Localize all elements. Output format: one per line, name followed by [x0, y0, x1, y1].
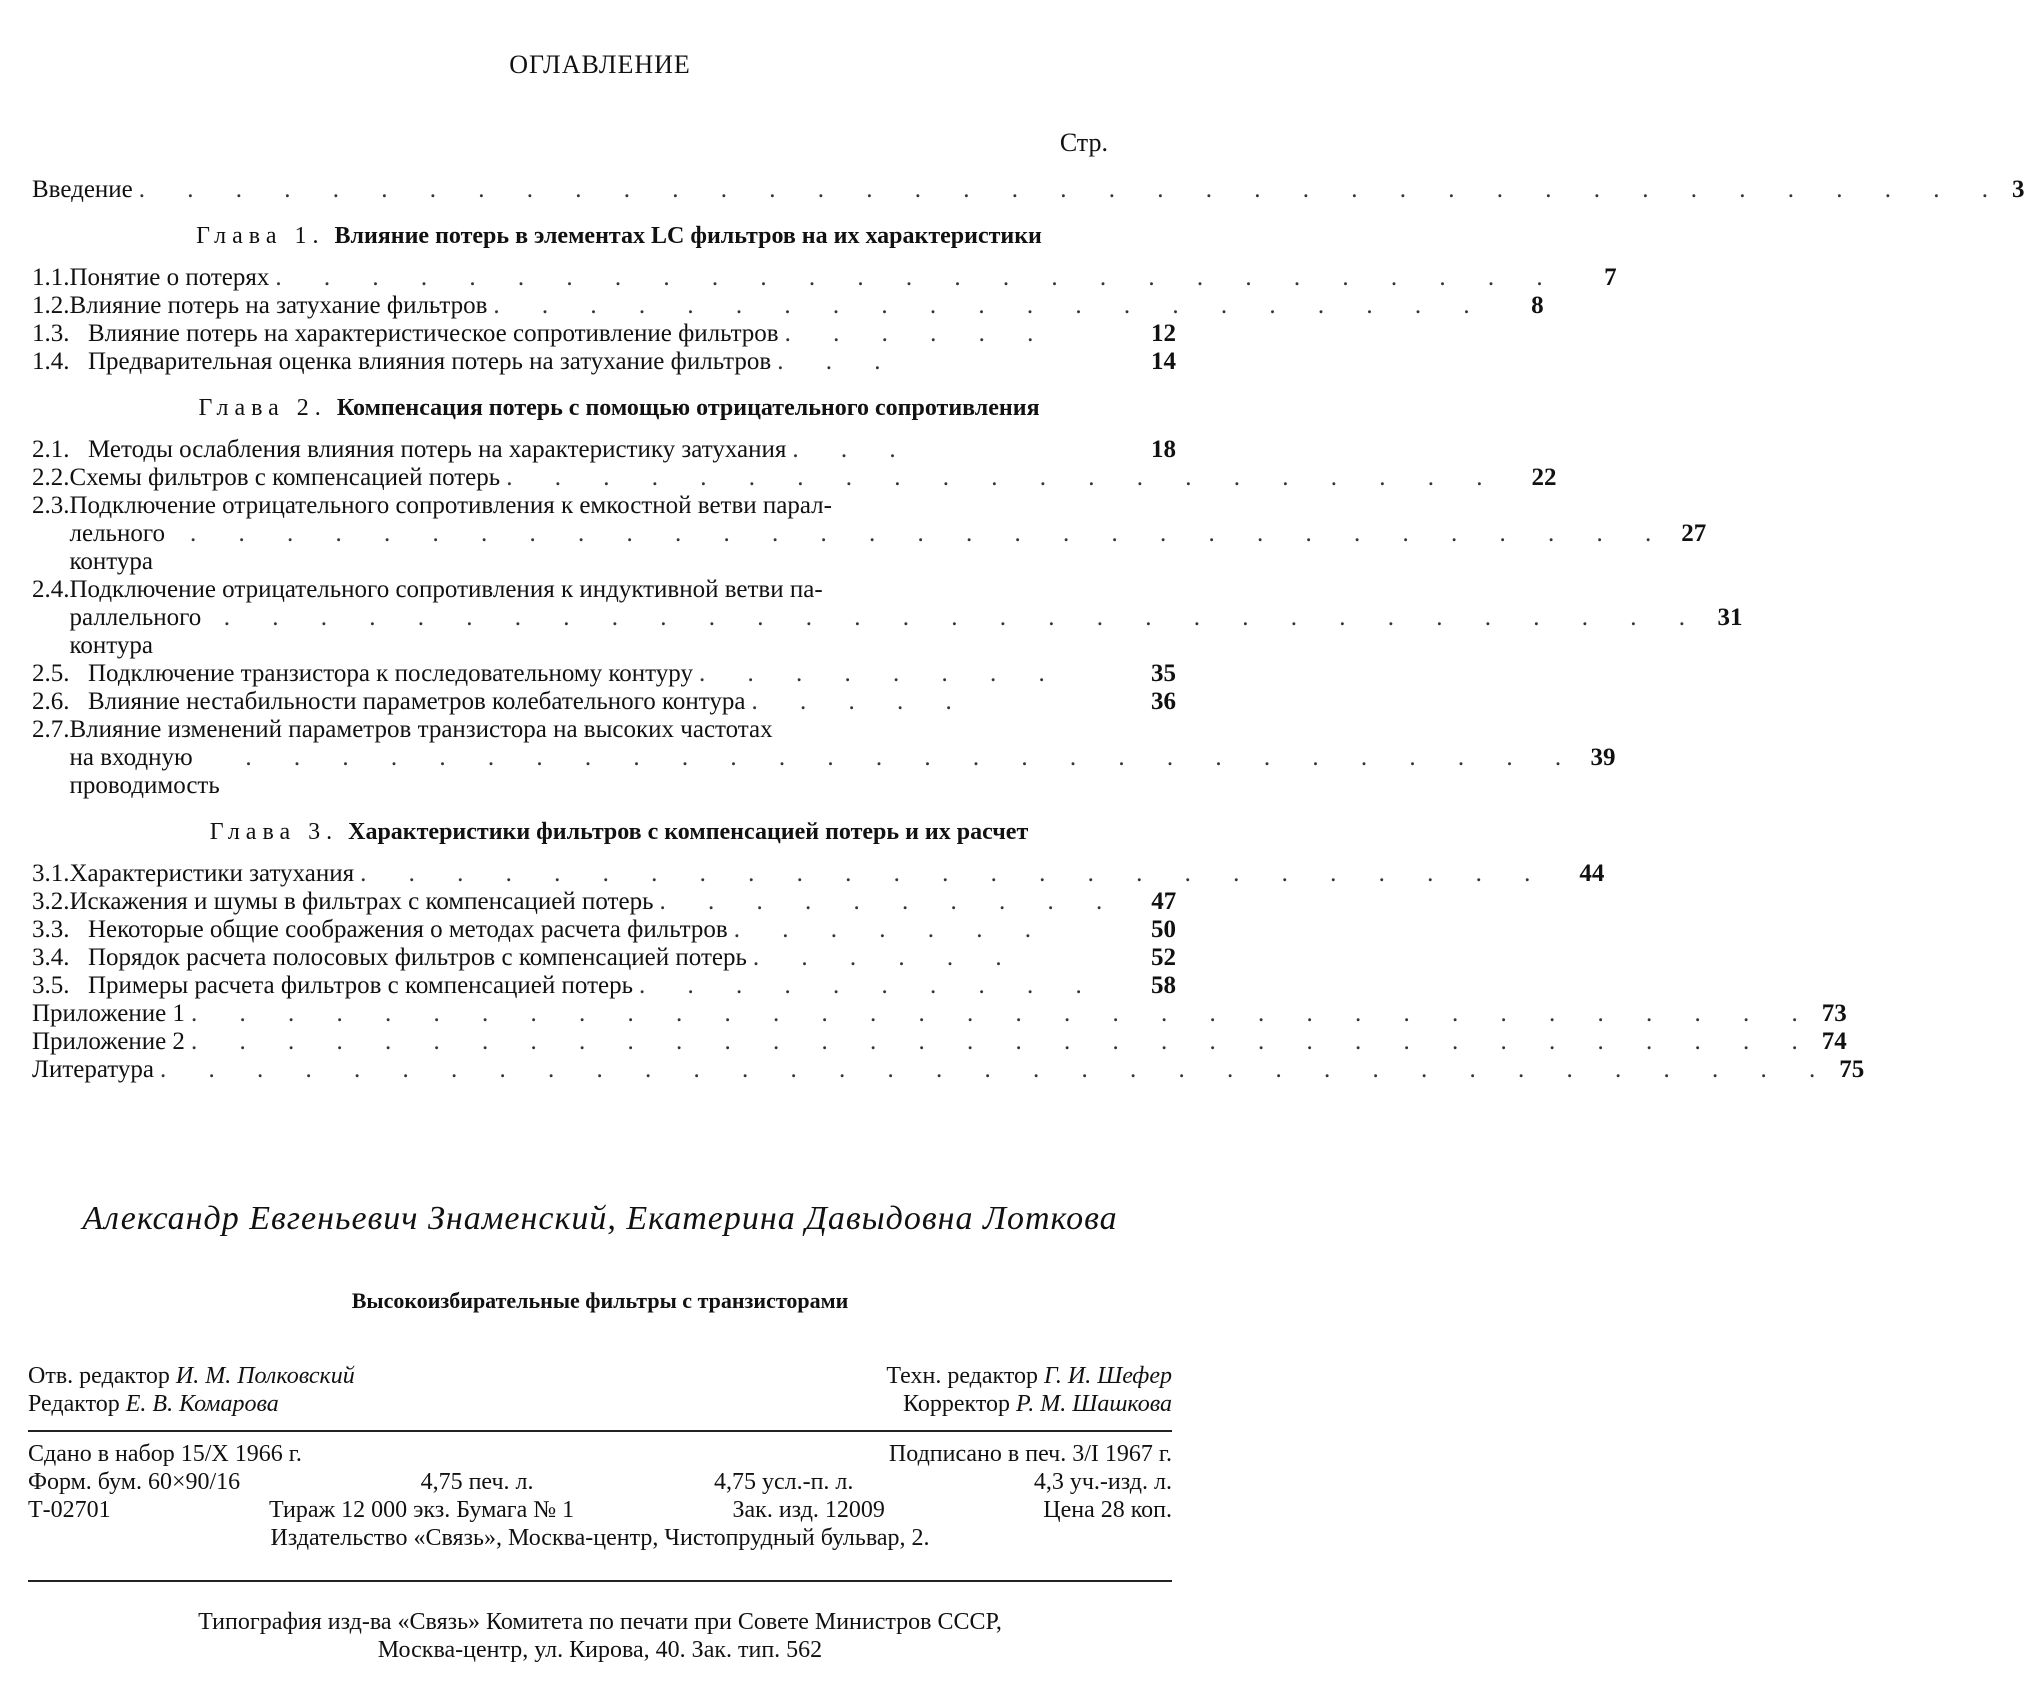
toc-entry: [32, 860, 1605, 888]
toc-page-number: 18: [1151, 436, 1176, 463]
dot-leader: . . . . . . . . . . . . . . . . . . . . . . . . . . . . . . .: [190, 520, 1670, 547]
toc-entry-number: 1.2.: [32, 292, 70, 319]
price: Цена 28 коп.: [1043, 1497, 1172, 1523]
toc-page-number: 35: [1151, 660, 1176, 687]
credit-name: Е. В. Комарова: [125, 1391, 279, 1417]
dot-leader: . . . . . . . . . . . . . . . . . . . . .: [493, 292, 1488, 319]
chapter-label: Глава 2.: [198, 395, 327, 421]
dot-leader: . . . . . . .: [733, 916, 1049, 943]
toc-entry-text: Понятие о потерях: [69, 264, 270, 291]
dot-leader: . . . . . .: [752, 944, 1020, 971]
printer-line-2: Москва-центр, ул. Кирова, 40. Зак. тип. 562: [377, 1637, 823, 1663]
toc-entry-text: Искажения и шумы в фильтрах с компенсацией потерь: [69, 888, 654, 915]
toc-entry: [32, 944, 1176, 972]
toc-entry-number: 3.5.: [32, 972, 70, 999]
toc-entry-text: Характеристики затухания: [69, 860, 355, 887]
dot-leader: . . . . . . . . . . . . . . . . . . . . . . . . . . . . . . .: [223, 604, 1704, 631]
toc-entry-text: Порядок расчета полосовых фильтров с компенсацией потерь: [88, 944, 747, 971]
toc-page-number: 73: [1821, 1000, 1847, 1027]
toc-entry-text: Методы ослабления влияния потерь на характеристику затухания: [88, 436, 787, 463]
toc-page-number: 22: [1531, 464, 1557, 491]
toc-entry: [32, 660, 1176, 688]
toc-entry-number: 3.3.: [32, 916, 70, 943]
toc-page-number: 50: [1151, 916, 1176, 943]
toc-entry-number: 3.1.: [32, 860, 70, 887]
divider: [28, 1580, 1172, 1582]
toc-entry-label: Введение: [32, 176, 133, 203]
page-column-label: Стр.: [1059, 128, 1108, 157]
toc-entry: [32, 972, 1176, 1000]
dot-leader: . . . . . . . . . . . . . . . . . . . . . . . . . . . . . . . . . .: [190, 1000, 1816, 1027]
dot-leader: . . . . . . . . . . . . . . . . . . . . . . . . . . . . . . . . . . .: [160, 1056, 1834, 1083]
table-of-contents: [32, 176, 2025, 1084]
toc-entry-label: Приложение 1: [32, 1000, 185, 1027]
dot-leader: . . .: [777, 348, 899, 375]
toc-page-number: 75: [1839, 1056, 1865, 1083]
toc-entry-number: 1.4.: [32, 348, 70, 375]
toc-entry: [32, 688, 1176, 716]
printer-info: [28, 1608, 1172, 1664]
chapter-title: Влияние потерь в элементах LC фильтров на их характеристики: [334, 223, 1042, 249]
toc-entry-number: 2.1.: [32, 436, 70, 463]
toc-entry-number: 2.6.: [32, 688, 70, 715]
toc-entry: [32, 320, 1176, 348]
credit-name: Г. И. Шефер: [1044, 1363, 1172, 1389]
toc-page-number: 52: [1151, 944, 1176, 971]
paper-format: Форм. бум. 60×90/16: [28, 1469, 241, 1495]
chapter-title: Характеристики фильтров с компенсацией потерь и их расчет: [348, 819, 1029, 845]
toc-entry: [32, 436, 1176, 464]
toc-entry-number: 2.2.: [32, 464, 70, 491]
tech-editor: [886, 1362, 1172, 1390]
publisher-address: Издательство «Связь», Москва-центр, Чистопрудный бульвар, 2.: [270, 1525, 930, 1551]
book-title: Высокоизбирательные фильтры с транзисторами: [351, 1288, 849, 1313]
cond-sheets: 4,75 усл.-п. л.: [713, 1469, 854, 1495]
toc-entry-text: Влияние нестабильности параметров колебательного контура: [88, 688, 746, 715]
toc-entry-text: Влияние потерь на затухание фильтров: [69, 292, 488, 319]
toc-entry-intro: [32, 176, 2025, 204]
chapter-heading-3: [152, 818, 1086, 846]
toc-entry-text: Предварительная оценка влияния потерь на затухание фильтров: [88, 348, 772, 375]
chapter-label: Глава 1.: [196, 223, 325, 249]
toc-page-number: 39: [1590, 744, 1616, 771]
toc-entry-text: Примеры расчета фильтров с компенсацией потерь: [88, 972, 633, 999]
toc-entry-text: Подключение транзистора к последовательному контуру: [88, 660, 693, 687]
dot-leader: . . . . . . . .: [698, 660, 1063, 687]
toc-page-number: 12: [1151, 320, 1176, 347]
credit-label: Редактор: [28, 1391, 120, 1417]
dot-leader: . . . . . . . . . . . . . . . . . . . . . . . . . . . .: [245, 744, 1580, 771]
toc-page-number: 36: [1151, 688, 1176, 715]
toc-entry-number: 2.5.: [32, 660, 70, 687]
credit-label: Корректор: [903, 1391, 1011, 1417]
dot-leader: . . . . . . . . . . . . . . . . . . . . . . . . . . . . . . . . . .: [190, 1028, 1816, 1055]
pub-sheets: 4,3 уч.-изд. л.: [1033, 1469, 1172, 1495]
dot-leader: . . . . . . . . . .: [639, 972, 1100, 999]
toc-entry: [32, 716, 1616, 800]
page-heading: ОГЛАВЛЕНИЕ: [509, 50, 691, 79]
dot-leader: . . . . . . . . . . . . . . . . . . . . . . . . .: [360, 860, 1549, 887]
dot-leader: . . . . . .: [784, 320, 1052, 347]
toc-page-number: 44: [1579, 860, 1605, 887]
print-run: Тираж 12 000 экз. Бумага № 1: [268, 1497, 575, 1523]
dot-leader: . . .: [792, 436, 914, 463]
toc-page-number: 31: [1717, 604, 1743, 631]
toc-entry: [32, 888, 1176, 916]
toc-page-number: 14: [1151, 348, 1176, 375]
toc-entry-text-cont: лельного контура: [69, 520, 165, 575]
editorial-credits: [28, 1362, 1172, 1418]
publication-details: [28, 1440, 1172, 1552]
submitted-date: Сдано в набор 15/X 1966 г.: [28, 1441, 302, 1467]
toc-entry: [32, 292, 1544, 320]
toc-entry-number: 1.3.: [32, 320, 70, 347]
toc-entry-text: Схемы фильтров с компенсацией потерь: [69, 464, 501, 491]
chapter-heading-2: [152, 394, 1086, 422]
divider: [28, 1430, 1172, 1432]
resp-editor: [28, 1362, 355, 1390]
toc-page-number: 58: [1151, 972, 1176, 999]
dot-leader: . . . . . . . . . . . . . . . . . . . . . . . . . . . . . . . . . . . . . . .: [138, 176, 2007, 203]
toc-entry-text-cont: на входную проводимость: [69, 744, 220, 799]
dot-leader: . . . . . . . . . . . . . . . . . . . . .: [506, 464, 1501, 491]
toc-entry-text: Влияние потерь на характеристическое сопротивление фильтров: [88, 320, 779, 347]
credit-label: Отв. редактор: [28, 1363, 170, 1389]
dot-leader: . . . . . . . . . .: [659, 888, 1121, 915]
print-sheets: 4,75 печ. л.: [420, 1469, 534, 1495]
toc-entry-label: Приложение 2: [32, 1028, 185, 1055]
chapter-heading-1: [152, 222, 1086, 250]
toc-entry-number: 1.1.: [32, 264, 70, 291]
toc-entry: [32, 576, 1743, 660]
toc-entry-appendix-1: [32, 1000, 1847, 1028]
order-number: Зак. изд. 12009: [732, 1497, 885, 1523]
toc-page-number: 8: [1531, 292, 1544, 319]
toc-entry-number: 3.4.: [32, 944, 70, 971]
toc-entry-text: Влияние изменений параметров транзистора на высоких частотах: [69, 716, 773, 743]
toc-entry-number: 2.3.: [32, 492, 70, 519]
toc-entry-references: [32, 1056, 1865, 1084]
toc-entry-number: 2.4.: [32, 576, 70, 603]
pub-code: Т-02701: [28, 1497, 111, 1523]
toc-entry-appendix-2: [32, 1028, 1847, 1056]
credit-name: Р. М. Шашкова: [1016, 1391, 1172, 1417]
toc-entry-text: Подключение отрицательного сопротивления к емкостной ветви парал-: [69, 492, 832, 519]
toc-page-number: 27: [1681, 520, 1707, 547]
toc-entry: [32, 916, 1176, 944]
toc-page-number: 74: [1821, 1028, 1847, 1055]
toc-entry-text-cont: раллельного контура: [69, 604, 202, 659]
printer-line-1: Типография изд-ва «Связь» Комитета по печати при Совете Министров СССР,: [198, 1609, 1002, 1635]
toc-entry: [32, 464, 1557, 492]
dot-leader: . . . . . . . . . . . . . . . . . . . . . . . . . . .: [275, 264, 1561, 291]
toc-entry-number: 3.2.: [32, 888, 70, 915]
toc-entry-text: Некоторые общие соображения о методах расчета фильтров: [88, 916, 728, 943]
chapter-label: Глава 3.: [209, 819, 339, 845]
dot-leader: . . . . .: [751, 688, 970, 715]
toc-entry-label: Литература: [32, 1056, 154, 1083]
corrector: [903, 1390, 1172, 1418]
toc-entry: [32, 492, 1707, 576]
toc-page-number: 47: [1151, 888, 1177, 915]
toc-entry: [32, 348, 1176, 376]
toc-entry-number: 2.7.: [32, 716, 70, 743]
toc-page-number: 7: [1604, 264, 1617, 291]
authors: Александр Евгеньевич Знаменский, Екатерина Давыдовна Лоткова: [82, 1200, 1118, 1237]
credit-name: И. М. Полковский: [175, 1363, 355, 1389]
chapter-title: Компенсация потерь с помощью отрицательного сопротивления: [336, 395, 1040, 421]
toc-entry-text: Подключение отрицательного сопротивления к индуктивной ветви па-: [69, 576, 823, 603]
credit-label: Техн. редактор: [886, 1363, 1039, 1389]
toc-entry: [32, 264, 1617, 292]
editor: [28, 1390, 279, 1418]
toc-page-number: 3: [2012, 176, 2025, 203]
signed-date: Подписано в печ. 3/I 1967 г.: [888, 1441, 1172, 1467]
